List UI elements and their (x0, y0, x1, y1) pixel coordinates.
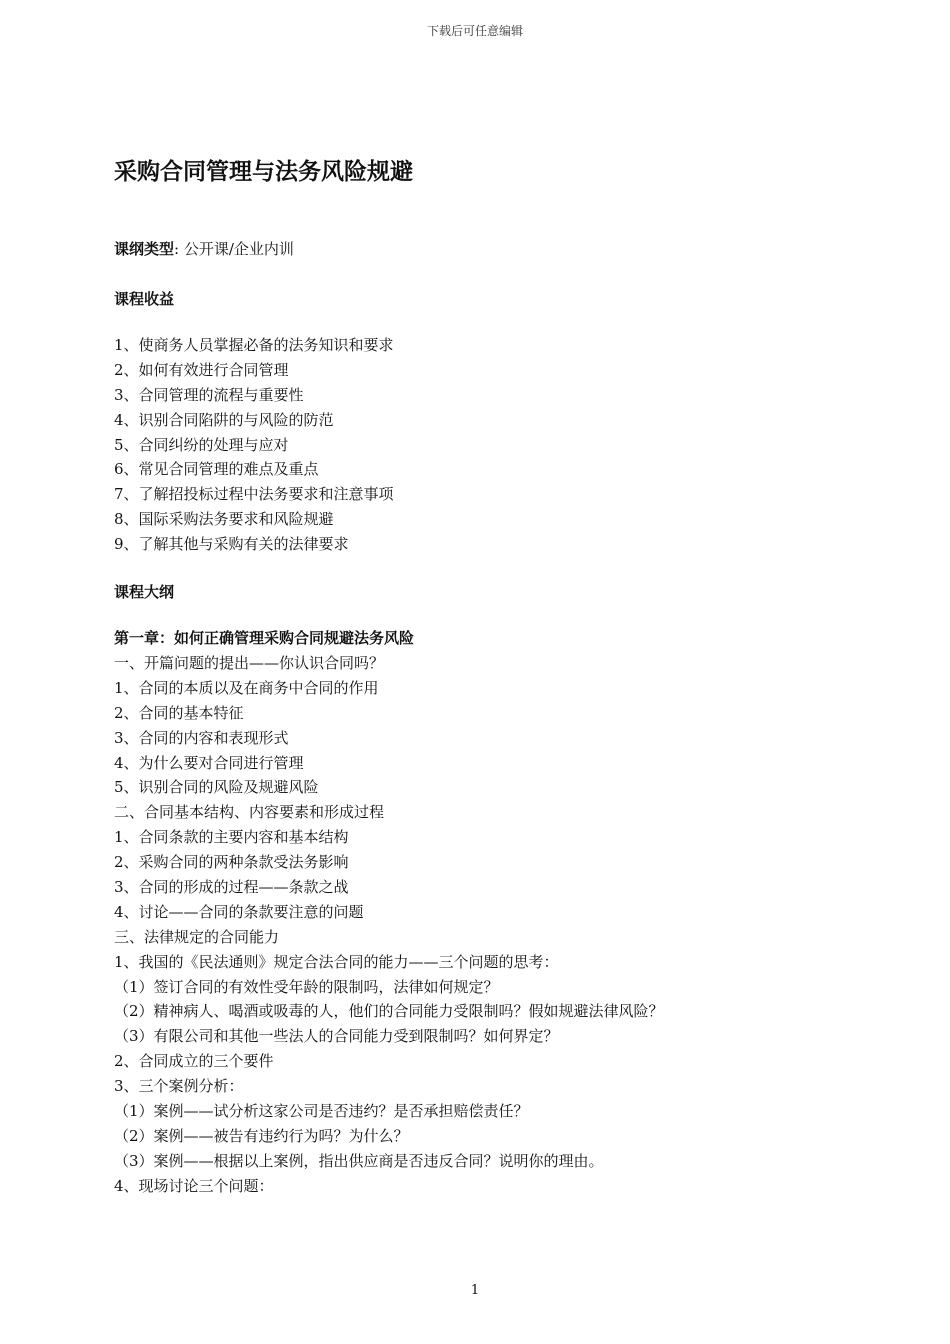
list-item: 4、讨论——合同的条款要注意的问题 (114, 902, 364, 921)
list-item: 3、合同的形成的过程——条款之战 (114, 878, 349, 897)
list-item: 三、法律规定的合同能力 (114, 927, 280, 946)
list-item: 9、了解其他与采购有关的法律要求 (114, 535, 349, 554)
header-note: 下载后可任意编辑 (426, 24, 523, 38)
outline-heading: 课程大纲 (114, 583, 175, 601)
list-item: （2）精神病人、喝酒或吸毒的人，他们的合同能力受限制吗？假如规避法律风险？ (114, 1002, 664, 1021)
list-item: 6、常见合同管理的难点及重点 (114, 460, 319, 479)
course-type-line (114, 239, 294, 259)
list-item: 1、使商务人员掌握必备的法务知识和要求 (114, 336, 394, 354)
list-item: 2、合同成立的三个要件 (114, 1052, 274, 1071)
list-item: 8、国际采购法务要求和风险规避 (114, 510, 334, 529)
list-item: 二、合同基本结构、内容要素和形成过程 (114, 803, 385, 822)
course-type-separator: : (174, 240, 184, 258)
list-item: 1、合同的本质以及在商务中合同的作用 (114, 678, 379, 697)
benefits-list (114, 333, 394, 557)
list-item: 5、合同纠纷的处理与应对 (114, 435, 289, 454)
list-item: 7、了解招投标过程中法务要求和注意事项 (114, 485, 394, 504)
list-item: （1）签订合同的有效性受年龄的限制吗，法律如何规定？ (114, 977, 499, 996)
list-item: 2、如何有效进行合同管理 (114, 360, 289, 379)
list-item: 2、采购合同的两种条款受法务影响 (114, 853, 349, 872)
list-item: 一、开篇问题的提出——你认识合同吗？ (114, 654, 385, 672)
list-item: 3、三个案例分析： (114, 1077, 244, 1096)
list-item: （1）案例——试分析这家公司是否违约？是否承担赔偿责任？ (114, 1102, 529, 1121)
course-type-label: 课纲类型 (114, 240, 175, 258)
list-item: （2）案例——被告有违约行为吗？为什么？ (114, 1126, 409, 1145)
document-title: 采购合同管理与法务风险规避 (114, 159, 413, 185)
chapter-title: 第一章：如何正确管理采购合同规避法务风险 (114, 629, 415, 647)
outline-list (114, 651, 664, 1199)
course-type-value: 公开课/企业内训 (183, 240, 294, 258)
list-item: 1、合同条款的主要内容和基本结构 (114, 828, 349, 847)
list-item: 4、为什么要对合同进行管理 (114, 753, 304, 772)
list-item: 5、识别合同的风险及规避风险 (114, 778, 319, 797)
list-item: 4、识别合同陷阱的与风险的防范 (114, 410, 334, 429)
list-item: 1、我国的《民法通则》规定合法合同的能力——三个问题的思考： (114, 952, 559, 971)
list-item: 3、合同的内容和表现形式 (114, 728, 289, 747)
list-item: （3）有限公司和其他一些法人的合同能力受到限制吗？如何界定？ (114, 1027, 559, 1046)
list-item: 2、合同的基本特征 (114, 703, 244, 722)
list-item: 4、现场讨论三个问题： (114, 1176, 274, 1195)
page-number: 1 (470, 1283, 480, 1298)
list-item: （3）案例——根据以上案例，指出供应商是否违反合同？说明你的理由。 (114, 1151, 604, 1170)
list-item: 3、合同管理的流程与重要性 (114, 385, 304, 404)
benefits-heading: 课程收益 (114, 290, 175, 308)
